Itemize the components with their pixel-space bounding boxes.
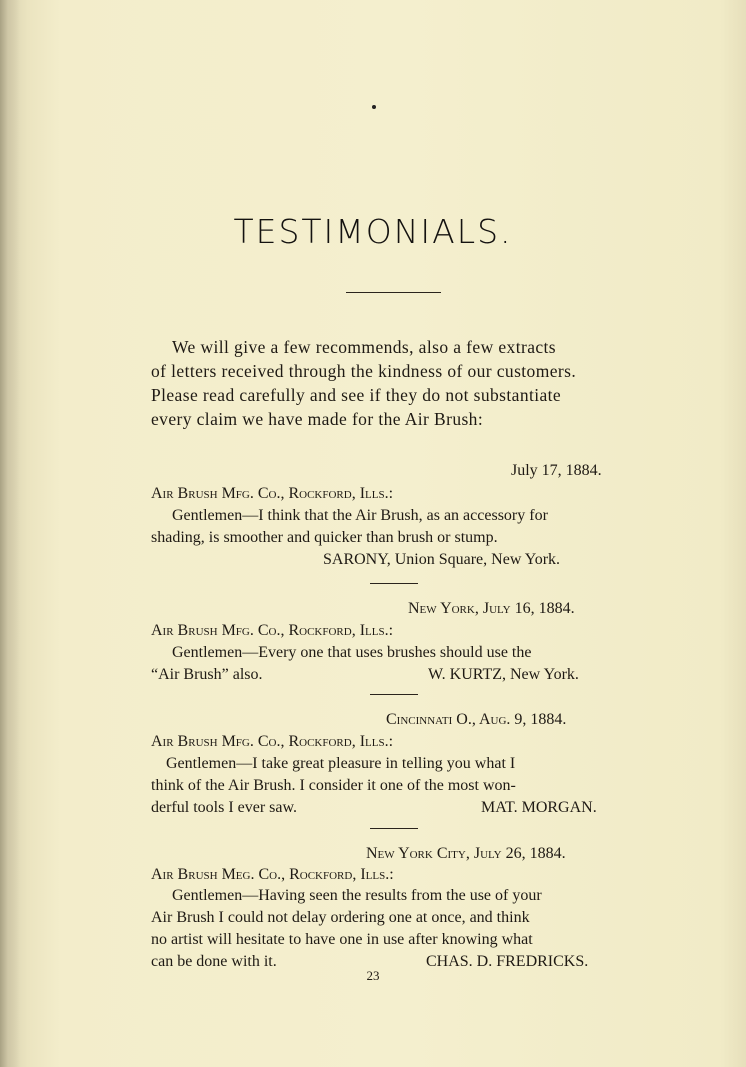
letter-3-address: Air Brush Mfg. Co., Rockford, Ills.: — [151, 733, 394, 750]
page-title: TESTIMONIALS. — [233, 212, 513, 251]
letter-4-body-3: no artist will hesitate to have one in use after knowing what — [151, 931, 533, 948]
letter-3-rule — [370, 828, 418, 829]
letter-4-date: New York City, July 26, 1884. — [366, 845, 566, 862]
letter-4-body-1: Gentlemen—Having seen the results from the use of your — [172, 887, 542, 904]
letter-2-date: New York, July 16, 1884. — [408, 600, 575, 617]
letter-3-body-3: derful tools I ever saw. — [151, 799, 298, 816]
intro-line-2: of letters received through the kindness of our customers. — [151, 361, 577, 381]
letter-2-body-1: Gentlemen—Every one that uses brushes should use the — [172, 644, 532, 661]
intro-line-3: Please read carefully and see if they do not substantiate — [151, 385, 562, 405]
letter-2-address: Air Brush Mfg. Co., Rockford, Ills.: — [151, 622, 394, 639]
letter-1-date: July 17, 1884. — [511, 462, 602, 479]
letter-4-address: Air Brush Meg. Co., Rockford, Ills.: — [151, 866, 394, 883]
letter-2-body-2: “Air Brush” also. — [151, 666, 263, 683]
letter-4-signature: CHAS. D. FREDRICKS. — [426, 953, 589, 970]
letter-1-address: Air Brush Mfg. Co., Rockford, Ills.: — [151, 485, 394, 502]
letter-4-body-2: Air Brush I could not delay ordering one at once, and think — [151, 909, 530, 926]
letter-1-signature: SARONY, Union Square, New York. — [323, 551, 561, 568]
letter-3-body-2: think of the Air Brush. I consider it one of the most won- — [151, 777, 516, 794]
letter-4-body-4: can be done with it. — [151, 953, 277, 970]
letter-1-body-2: shading, is smoother and quicker than brush or stump. — [151, 529, 498, 546]
letter-3-date: Cincinnati O., Aug. 9, 1884. — [386, 711, 567, 728]
letter-2-signature: W. KURTZ, New York. — [428, 666, 579, 683]
letter-1-rule — [370, 583, 418, 584]
intro-line-4: every claim we have made for the Air Brush: — [151, 409, 484, 429]
letter-3-body-1: Gentlemen—I take great pleasure in telling you what I — [166, 755, 516, 772]
intro-line-1: We will give a few recommends, also a few extracts — [172, 337, 557, 357]
title-rule — [346, 292, 441, 293]
letter-2-rule — [370, 694, 418, 695]
letter-1-body-1: Gentlemen—I think that the Air Brush, as an accessory for — [172, 507, 548, 524]
print-speck — [372, 105, 376, 109]
page-spine-shadow — [0, 0, 20, 1067]
page-number: 23 — [366, 968, 380, 983]
letter-3-signature: MAT. MORGAN. — [481, 799, 597, 816]
